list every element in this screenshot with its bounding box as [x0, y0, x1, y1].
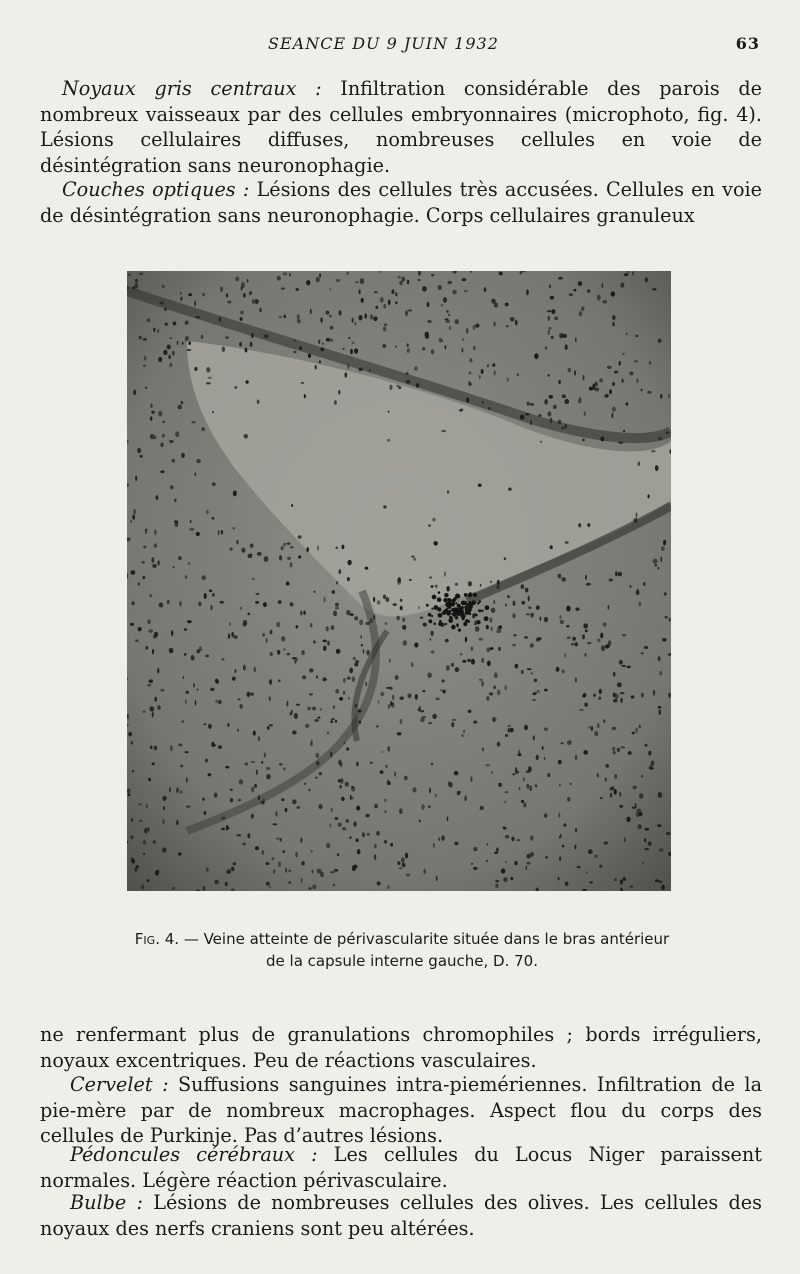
paragraph-text: ne renfermant plus de granulations chromophiles ; bords irréguliers, noyaux excentriques. Peu de réactions vasculaires. — [40, 1023, 762, 1072]
page-number: 63 — [735, 34, 760, 53]
paragraph-continuation — [40, 1022, 762, 1073]
figure-label: Fig. 4. — [134, 930, 180, 948]
paragraph-text: Lésions des cellules très accusées. Cellules en voie de désintégration sans neuronophagie. Corps cellulaires granuleux — [40, 178, 762, 227]
paragraph-lead: Bulbe : — [70, 1191, 143, 1214]
paragraph-bulbe — [40, 1190, 762, 1241]
paragraph-noyaux-gris — [40, 76, 762, 178]
paragraph-pedoncules — [40, 1142, 762, 1193]
paragraph-text: Infiltration considérable des parois de nombreux vaisseaux par des cellules embryonnaires (microphoto, fig. 4). Lésions cellulaires diffuses, nombreuses cellules en voie de désintégration sans neuronophagie. — [40, 77, 762, 177]
caption-text-1: — Veine atteinte de périvascularite située dans le bras antérieur — [179, 930, 670, 948]
running-header — [40, 34, 760, 58]
paragraph-text: Suffusions sanguines intra-piemériennes. Infiltration de la pie-mère par de nombreux macrophages. Aspect flou du corps des cellules de Purkinje. Pas d’autres lésions. — [40, 1073, 763, 1147]
paragraph-couches-optiques — [40, 177, 762, 228]
running-title: SEANCE DU 9 JUIN 1932 — [268, 34, 499, 53]
paragraph-lead: Cervelet : — [70, 1073, 169, 1096]
caption-line-2: de la capsule interne gauche, D. 70. — [266, 952, 538, 970]
paragraph-lead: Pédoncules cérébraux : — [70, 1143, 318, 1166]
paragraph-lead: Noyaux gris centraux : — [62, 77, 322, 100]
microphotograph — [127, 271, 671, 891]
paragraph-text: Lésions de nombreuses cellules des olives. Les cellules des noyaux des nerfs craniens sont peu altérées. — [40, 1191, 762, 1240]
caption-line-1 — [72, 928, 732, 950]
paragraph-lead: Couches optiques : — [62, 178, 250, 201]
paragraph-text: Les cellules du Locus Niger paraissent normales. Légère réaction périvasculaire. — [40, 1143, 762, 1192]
figure-caption — [72, 928, 732, 972]
microphotograph-image — [127, 271, 671, 891]
paragraph-cervelet — [40, 1072, 762, 1149]
